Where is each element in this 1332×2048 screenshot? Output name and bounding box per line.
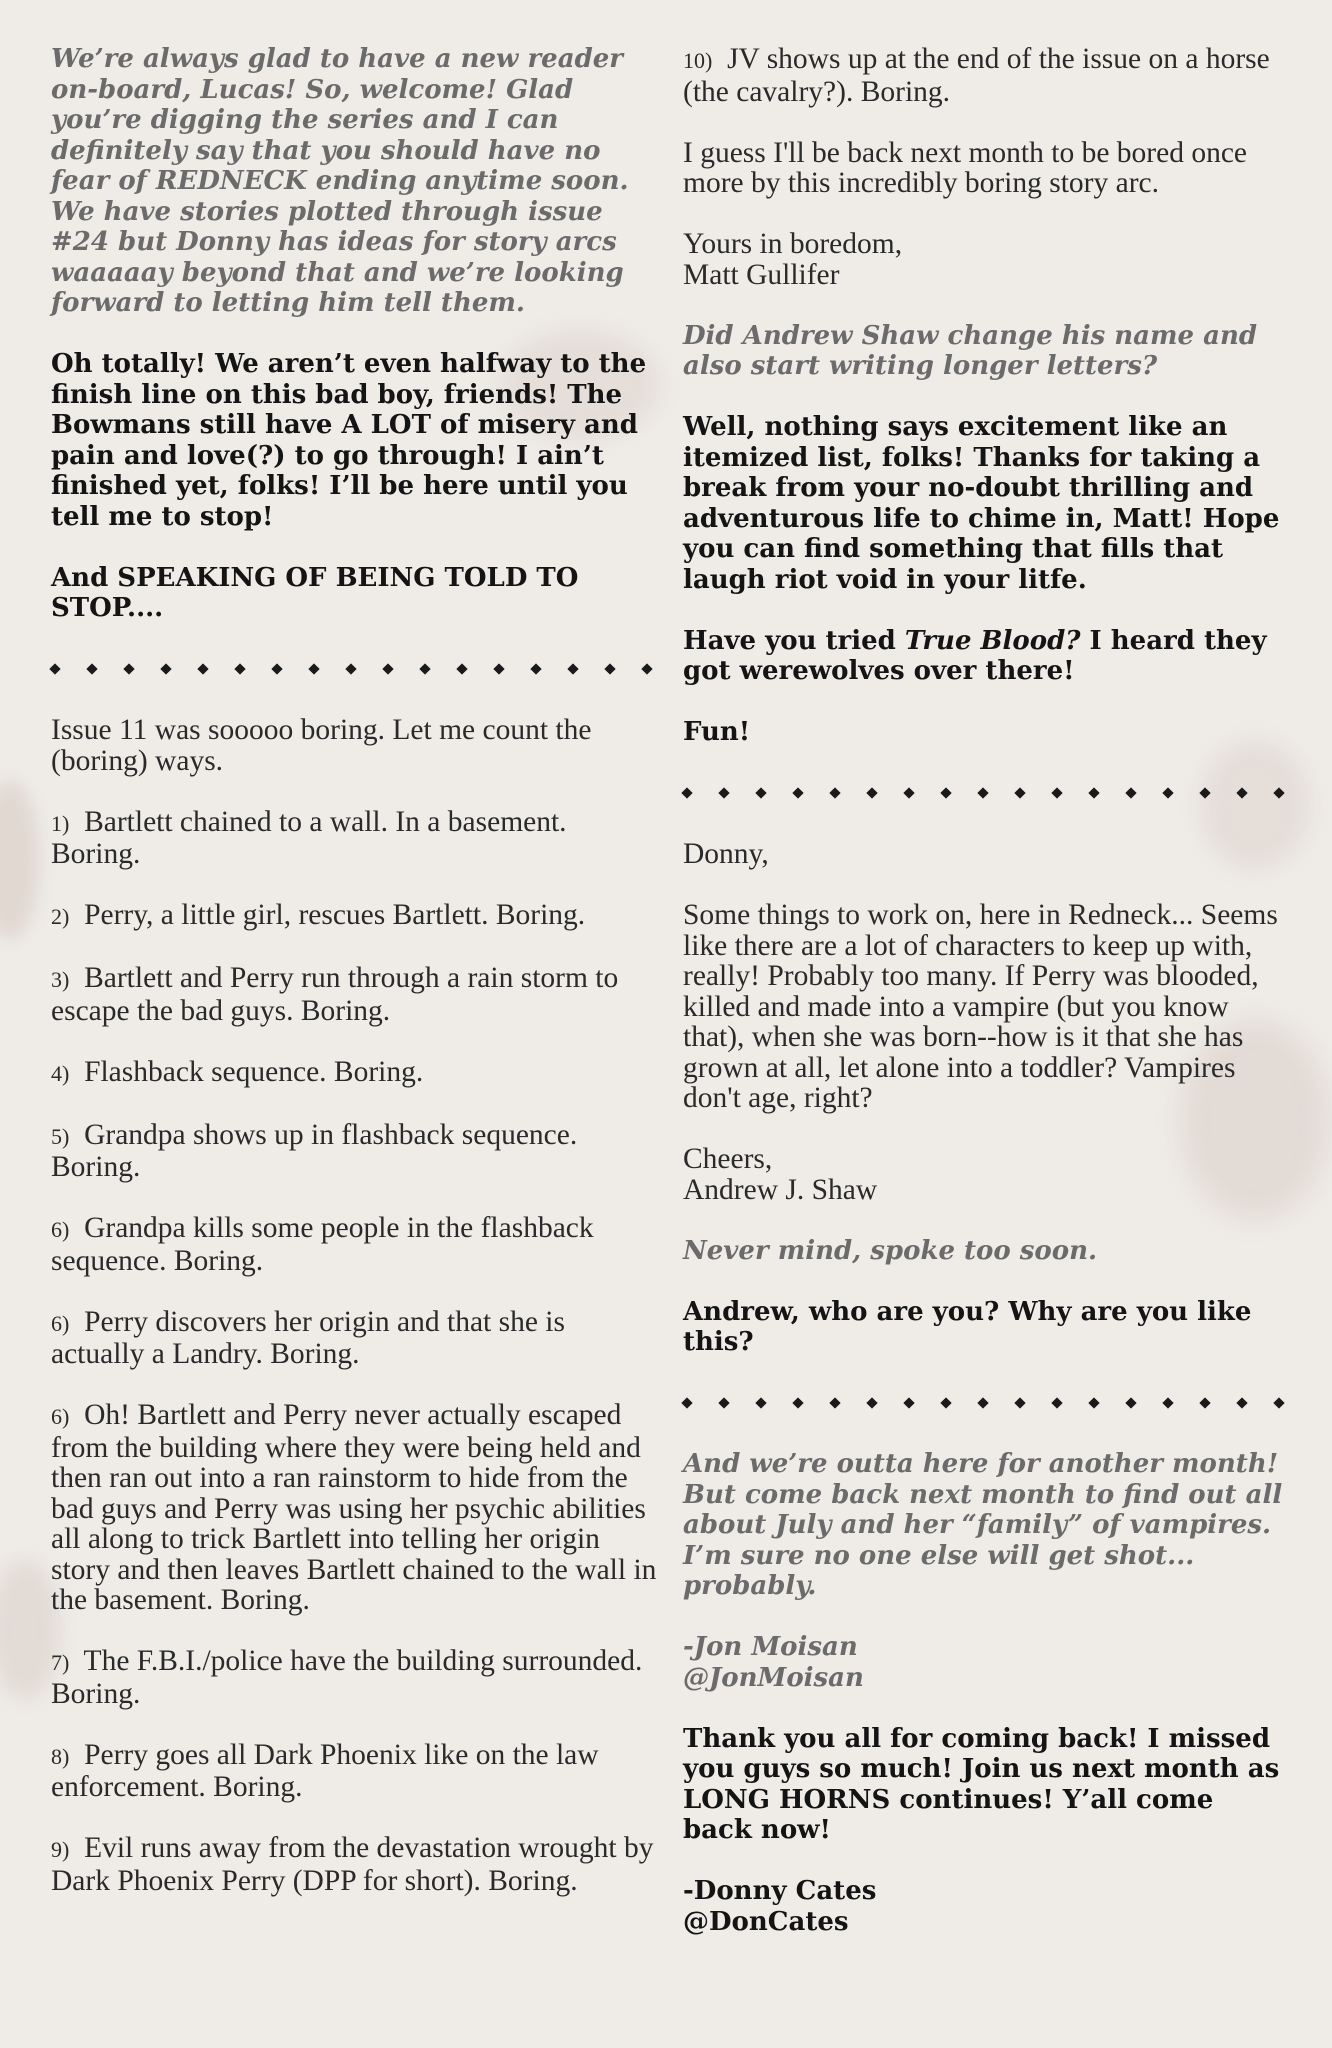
boring-list — [51, 807, 661, 1897]
right-column — [683, 44, 1283, 1937]
donny-reply-matt: Well, nothing says excitement like an itemized list, folks! Thanks for taking a break from your no-doubt thrilling and adventurous life to chime in, Matt! Hope you can find something that fills that laugh riot void in your litfe. — [683, 412, 1280, 595]
jon-signature: -Jon Moisan @JonMoisan — [683, 1632, 864, 1693]
list-item: 5) Grandpa shows up in flashback sequence. Boring. — [51, 1118, 578, 1183]
list-item: 7) The F.B.I./police have the building surrounded. Boring. — [51, 1645, 643, 1710]
list-item: 6) Oh! Bartlett and Perry never actually escaped from the building where they were being held and then ran out into a ran rainstorm to hide from the bad guys and Perry was using her psychic abilities all along to trick Bartlett into telling her origin story and then leaves Bartlett chained to the wall in the basement. Boring. — [51, 1399, 657, 1616]
letter-signature-andrew: Cheers, Andrew J. Shaw — [683, 1143, 878, 1206]
left-column — [51, 44, 661, 1927]
donny-signature: -Donny Cates @DonCates — [683, 1876, 877, 1937]
editor-reply-andrew: Never mind, spoke too soon. — [683, 1235, 1098, 1266]
section-divider — [683, 1388, 1283, 1419]
list-item: 10) JV shows up at the end of the issue on a horse (the cavalry?). Boring. — [683, 43, 1270, 108]
letter-intro: Issue 11 was sooooo boring. Let me count the (boring) ways. — [51, 714, 592, 777]
list-item: 4) Flashback sequence. Boring. — [51, 1055, 424, 1088]
donny-reply-andrew: Andrew, who are you? Why are you like this? — [683, 1296, 1252, 1357]
section-divider — [683, 778, 1283, 809]
list-item: 6) Grandpa kills some people in the flashback sequence. Boring. — [51, 1212, 594, 1277]
editor-reply-lucas: We’re always glad to have a new reader on-board, Lucas! So, welcome! Glad you’re digging the series and I can definitely say that you should have no fear of REDNECK ending anytime soon. We have stories plotted through issue #24 but Donny has ideas for story arcs waaaaay beyond that and we’re looking forward to letting him tell them. — [51, 44, 629, 318]
section-divider — [51, 654, 651, 685]
list-item: 6) Perry discovers her origin and that she is actually a Landry. Boring. — [51, 1305, 565, 1370]
letter-body-andrew: Some things to work on, here in Redneck... Seems like there are a lot of characters to keep up with, really! Probably too many. If Perry was blooded, killed and made into a vampire (but you know that), when she was born--how is it that she has grown at all, let alone into a toddler? Vampires don't age, right? — [683, 899, 1278, 1114]
donny-outro: Thank you all for coming back! I missed you guys so much! Join us next month as LONG HORNS continues! Y’all come back now! — [683, 1723, 1280, 1845]
fun-line: Fun! — [683, 717, 751, 747]
list-item: 1) Bartlett chained to a wall. In a basement. Boring. — [51, 805, 567, 870]
letter-salutation: Donny, — [683, 838, 769, 870]
true-blood-line: Have you tried True Blood? I heard they got werewolves over there! — [683, 625, 1267, 686]
letter-signature: Yours in boredom, Matt Gullifer — [683, 228, 903, 291]
list-item: 2) Perry, a little girl, rescues Bartlett. Boring. — [51, 899, 586, 931]
donny-reply-lucas: Oh totally! We aren’t even halfway to the finish line on this bad boy, friends! The Bowmans still have A LOT of misery and pain and love(?) to go through! I ain’t finished yet, folks! I’ll be here until you tell me to stop! — [51, 349, 647, 532]
list-item: 9) Evil runs away from the devastation wrought by Dark Phoenix Perry (DPP for short). Boring. — [51, 1832, 654, 1897]
segue-line: And SPEAKING OF BEING TOLD TO STOP.... — [51, 562, 579, 623]
list-item: 3) Bartlett and Perry run through a rain storm to escape the bad guys. Boring. — [51, 962, 619, 1027]
list-item: 8) Perry goes all Dark Phoenix like on the law enforcement. Boring. — [51, 1738, 599, 1803]
editor-outro: And we’re outta here for another month! But come back next month to find out all about July and her “family” of vampires. I’m sure no one else will get shot... probably. — [683, 1449, 1283, 1601]
letter-closing: I guess I'll be back next month to be bored once more by this incredibly boring story arc. — [683, 136, 1248, 199]
editor-reply-matt: Did Andrew Shaw change his name and also start writing longer letters? — [683, 320, 1258, 381]
